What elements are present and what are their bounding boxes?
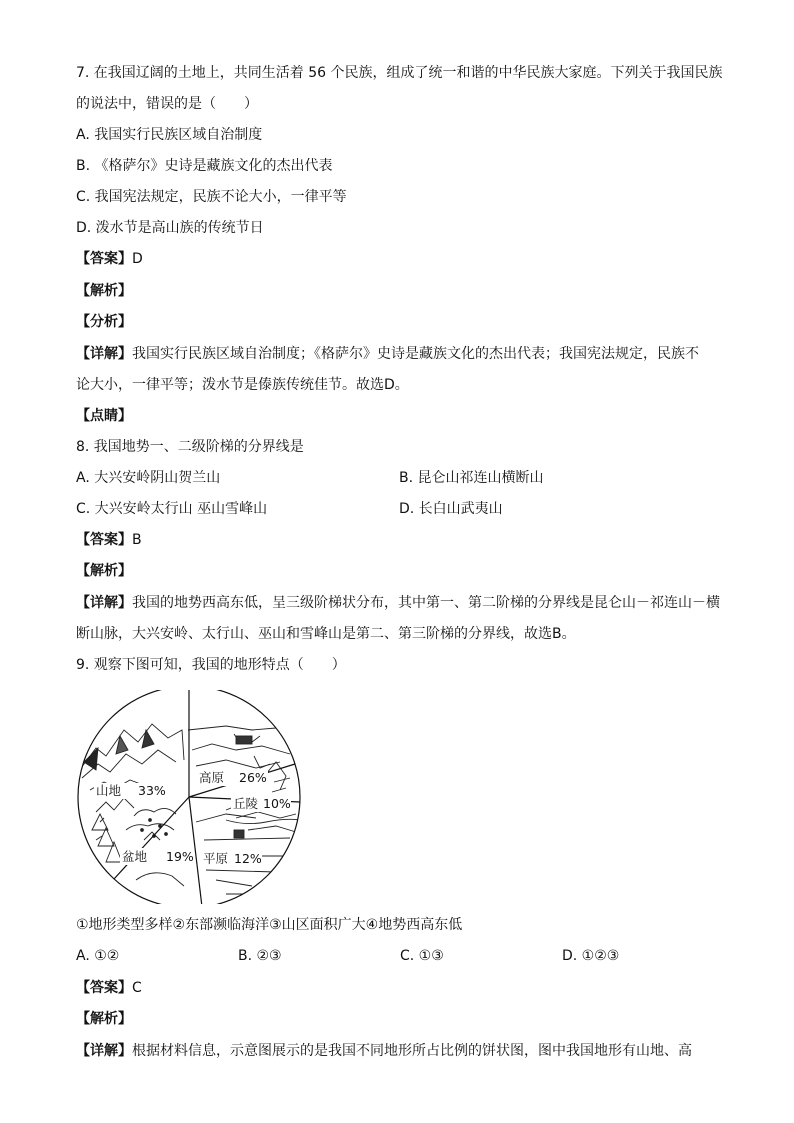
q8-answer-line	[76, 531, 142, 549]
label-plateau-pct: 26%	[239, 770, 267, 785]
q8-stem: 8. 我国地势一、二级阶梯的分界线是	[76, 439, 304, 455]
q7-detail-line2: 论大小，一律平等；泼水节是傣族传统佳节。故选D。	[76, 377, 409, 393]
q9-detail-line1	[76, 1042, 692, 1060]
q7-answer-line	[76, 250, 143, 268]
q7-stem-line1: 7. 在我国辽阔的土地上，共同生活着 56 个民族，组成了统一和谐的中华民族大家庭。下列关于我国民族	[76, 65, 723, 81]
label-plateau: 高原	[199, 770, 225, 785]
detail-tag: 【详解】	[76, 346, 132, 362]
q8-analysis-tag: 【解析】	[76, 563, 132, 579]
q9-answer: C	[132, 980, 142, 996]
label-basin: 盆地	[122, 849, 148, 864]
q9-detail-text: 根据材料信息，示意图展示的是我国不同地形所占比例的饼状图，图中我国地形有山地、高	[132, 1043, 692, 1059]
q7-stem-line2: 的说法中，错误的是（ ）	[76, 96, 258, 112]
q7-dianjing-tag: 【点睛】	[76, 408, 132, 424]
divider-basin-mountain	[114, 797, 189, 879]
q8-detail-line1	[76, 594, 720, 612]
q8-option-d: D. 长白山武夷山	[399, 501, 503, 517]
q7-detail-line1	[76, 345, 699, 363]
q9-option-b: B. ②③	[238, 948, 282, 964]
label-mountain: 山地	[96, 783, 122, 798]
answer-tag: 【答案】	[76, 980, 132, 996]
q9-option-a: A. ①②	[76, 948, 120, 964]
q9-statements: ①地形类型多样②东部濒临海洋③山区面积广大④地势西高东低	[76, 917, 463, 933]
q7-detail-text: 我国实行民族区域自治制度；《格萨尔》史诗是藏族文化的杰出代表；我国宪法规定，民族不	[132, 346, 699, 362]
q9-answer-line	[76, 979, 142, 997]
label-hills: 丘陵	[233, 796, 259, 811]
answer-tag: 【答案】	[76, 532, 132, 548]
terrain-pie-figure	[76, 690, 302, 904]
detail-tag: 【详解】	[76, 595, 132, 611]
q8-option-c: C. 大兴安岭太行山 巫山雪峰山	[76, 501, 268, 517]
q7-option-c: C. 我国宪法规定，民族不论大小，一律平等	[76, 189, 347, 205]
label-plain: 平原	[203, 851, 229, 866]
q7-fenxi-tag: 【分析】	[76, 314, 132, 330]
q8-detail-line2: 断山脉，大兴安岭、太行山、巫山和雪峰山是第二、第三阶梯的分界线，故选B。	[76, 626, 576, 642]
answer-tag: 【答案】	[76, 251, 132, 267]
terrain-pie-svg	[76, 690, 302, 904]
label-mountain-pct: 33%	[138, 783, 166, 798]
q9-stem: 9. 观察下图可知，我国的地形特点（ ）	[76, 657, 346, 673]
q7-answer: D	[132, 251, 143, 267]
q9-option-c: C. ①③	[400, 948, 444, 964]
label-hills-pct: 10%	[263, 796, 291, 811]
basin-illustration	[126, 808, 184, 886]
q7-option-a: A. 我国实行民族区域自治制度	[76, 127, 263, 143]
q7-option-d: D. 泼水节是高山族的传统节日	[76, 220, 264, 236]
q9-option-d: D. ①②③	[562, 948, 620, 964]
q8-option-b: B. 昆仑山祁连山横断山	[399, 470, 544, 486]
detail-tag: 【详解】	[76, 1043, 132, 1059]
q7-option-b: B. 《格萨尔》史诗是藏族文化的杰出代表	[76, 158, 333, 174]
q7-analysis-tag: 【解析】	[76, 283, 132, 299]
q8-detail-text: 我国的地势西高东低，呈三级阶梯状分布，其中第一、第二阶梯的分界线是昆仑山－祁连山－横	[132, 595, 720, 611]
q9-analysis-tag: 【解析】	[76, 1011, 132, 1027]
label-plain-pct: 12%	[234, 851, 262, 866]
q8-option-a: A. 大兴安岭阴山贺兰山	[76, 470, 221, 486]
q8-answer: B	[132, 532, 142, 548]
label-basin-pct: 19%	[166, 849, 194, 864]
